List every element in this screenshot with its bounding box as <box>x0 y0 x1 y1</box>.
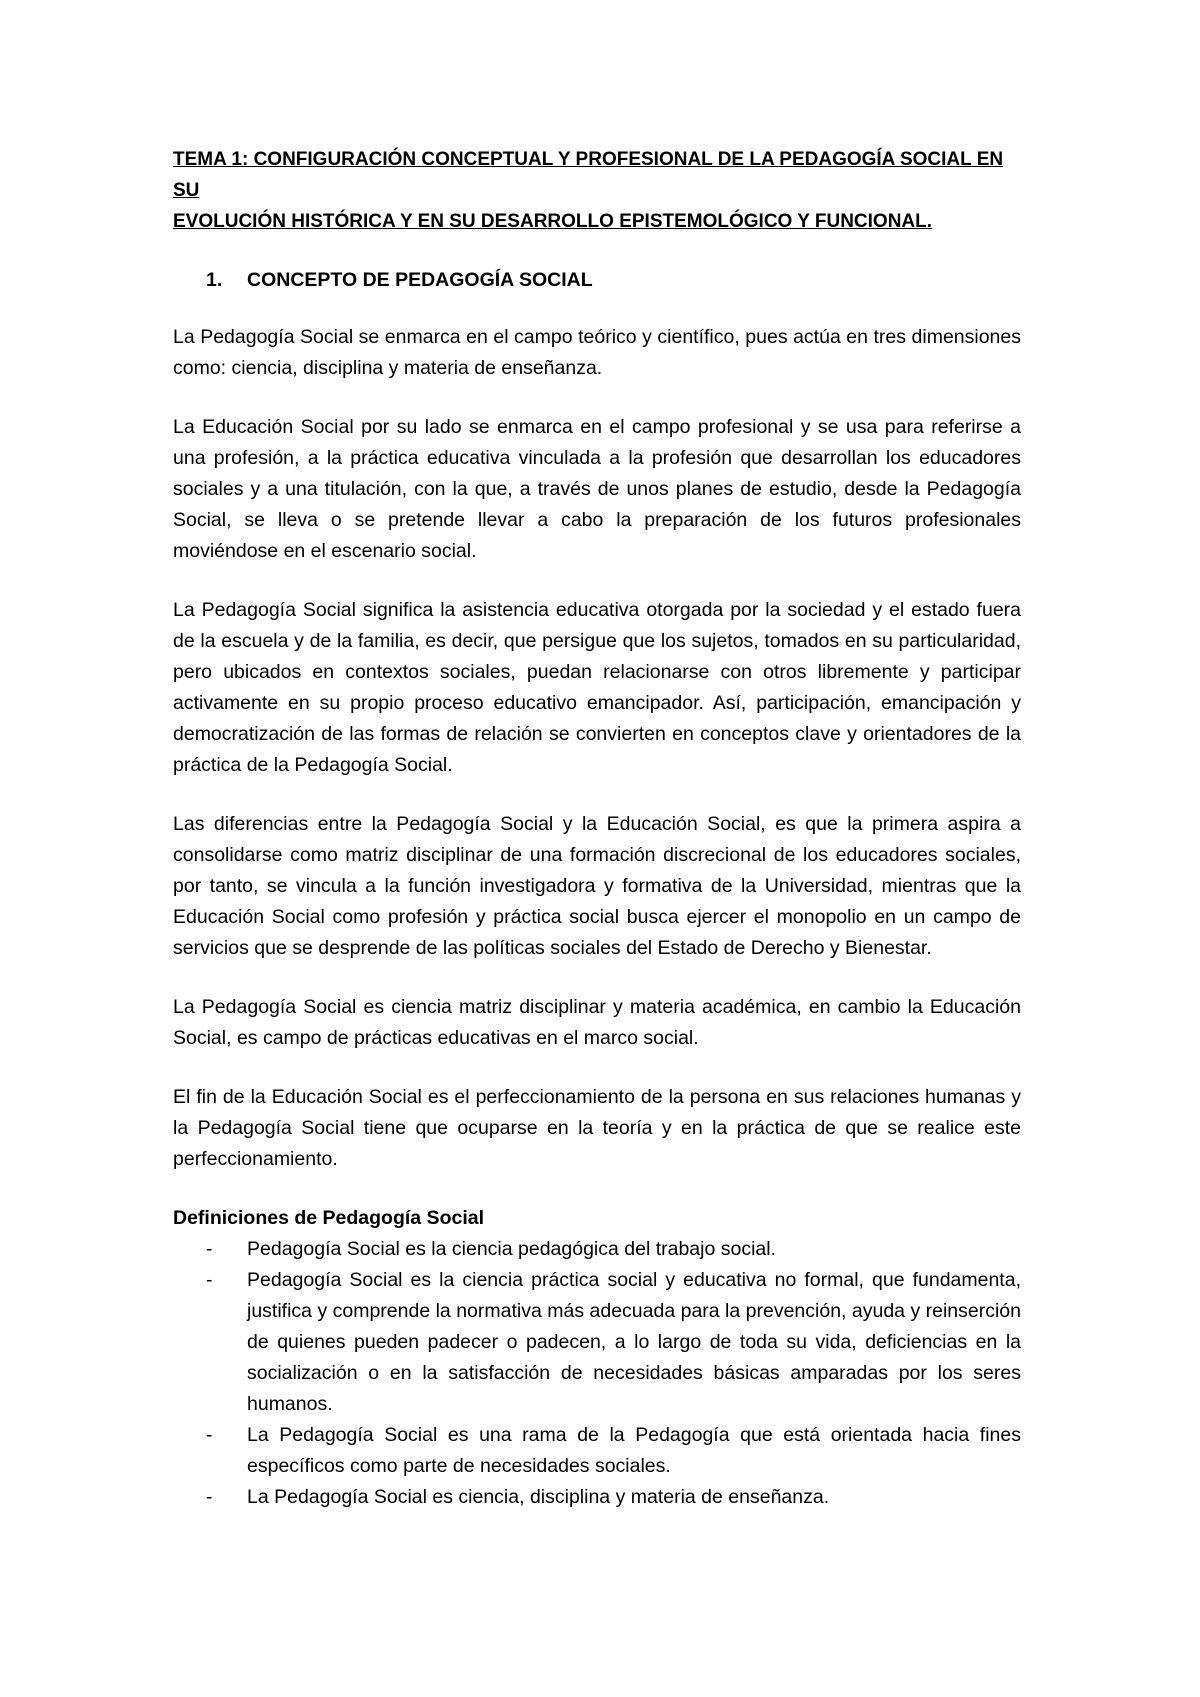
section-heading-text: CONCEPTO DE PEDAGOGÍA SOCIAL <box>247 269 593 291</box>
section-heading <box>173 265 1021 296</box>
paragraph: Las diferencias entre la Pedagogía Social y la Educación Social, es que la primera aspira a consolidarse como matriz disciplinar de una formación discrecional de los educadores sociales, por tanto, se vincula a la función investigadora y formativa de la Universidad, mientras que la Educación Social como profesión y práctica social busca ejercer el monopolio en un campo de servicios que se desprende de las políticas sociales del Estado de Derecho y Bienestar. <box>173 813 1021 959</box>
definitions-title: Definiciones de Pedagogía Social <box>173 1207 485 1229</box>
paragraph: El fin de la Educación Social es el perfeccionamiento de la persona en sus relaciones humanas y la Pedagogía Social tiene que ocuparse en la teoría y en la práctica de que se realice este perfeccionamiento. <box>173 1086 1021 1170</box>
list-item <box>173 1234 1021 1265</box>
list-item-text: Pedagogía Social es la ciencia pedagógica del trabajo social. <box>247 1238 777 1260</box>
list-item-text: Pedagogía Social es la ciencia práctica social y educativa no formal, que fundamenta, justifica y comprende la normativa más adecuada para la prevención, ayuda y reinserción de quienes pueden padecer o padecen, a lo largo de toda su vida, deficiencias en la socialización o en la satisfacción de necesidades básicas amparadas por los seres humanos. <box>247 1269 1021 1415</box>
list-item-text: La Pedagogía Social es ciencia, disciplina y materia de enseñanza. <box>247 1486 830 1508</box>
document-title <box>173 144 1021 237</box>
list-item <box>173 1482 1021 1513</box>
document-page <box>173 144 1021 1513</box>
list-item <box>173 1265 1021 1420</box>
title-line-1: TEMA 1: CONFIGURACIÓN CONCEPTUAL Y PROFESIONAL DE LA PEDAGOGÍA SOCIAL EN SU <box>173 149 1004 201</box>
list-item-text: La Pedagogía Social es una rama de la Pedagogía que está orientada hacia fines específicos como parte de necesidades sociales. <box>247 1424 1021 1477</box>
section-number: 1. <box>206 269 223 291</box>
title-line-2: EVOLUCIÓN HISTÓRICA Y EN SU DESARROLLO EPISTEMOLÓGICO Y FUNCIONAL. <box>173 211 933 232</box>
definitions-list <box>173 1234 1021 1513</box>
paragraph: La Educación Social por su lado se enmarca en el campo profesional y se usa para referirse a una profesión, a la práctica educativa vinculada a la profesión que desarrollan los educadores sociales y a una titulación, con la que, a través de unos planes de estudio, desde la Pedagogía Social, se lleva o se pretende llevar a cabo la preparación de los futuros profesionales moviéndose en el escenario social. <box>173 416 1021 562</box>
list-dash: - <box>206 1424 213 1446</box>
list-dash: - <box>206 1269 213 1291</box>
paragraph: La Pedagogía Social es ciencia matriz disciplinar y materia académica, en cambio la Educación Social, es campo de prácticas educativas en el marco social. <box>173 996 1021 1049</box>
list-item <box>173 1420 1021 1482</box>
paragraph: La Pedagogía Social se enmarca en el campo teórico y científico, pues actúa en tres dimensiones como: ciencia, disciplina y materia de enseñanza. <box>173 326 1021 379</box>
list-dash: - <box>206 1486 213 1508</box>
paragraph: La Pedagogía Social significa la asistencia educativa otorgada por la sociedad y el estado fuera de la escuela y de la familia, es decir, que persigue que los sujetos, tomados en su particularidad, pero ubicados en contextos sociales, puedan relacionarse con otros libremente y participar activamente en su propio proceso educativo emancipador. Así, participación, emancipación y democratización de las formas de relación se convierten en conceptos clave y orientadores de la práctica de la Pedagogía Social. <box>173 599 1021 776</box>
list-dash: - <box>206 1238 213 1260</box>
